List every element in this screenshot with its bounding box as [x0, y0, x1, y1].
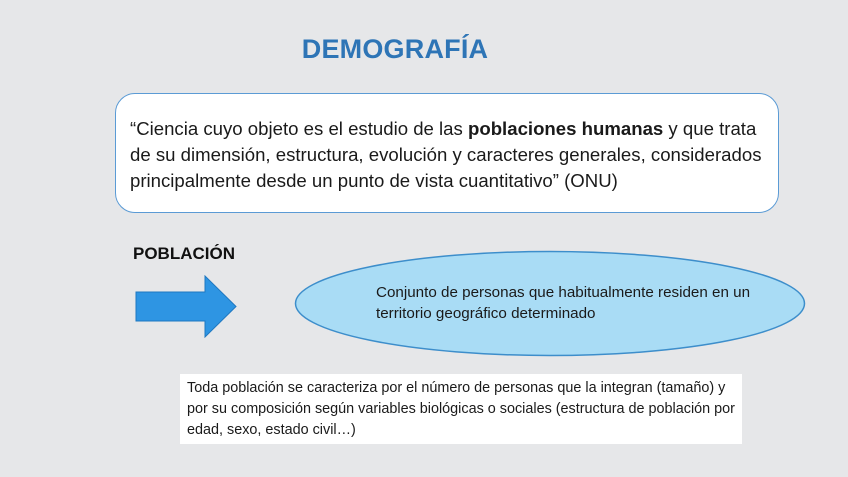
definition-text-end: y que trata de su dimensión, estructura, evolución y caracteres generales, considerados principalmente desde un punto de vista cuantitativo” (ONU)	[130, 118, 762, 191]
definition-box	[115, 93, 779, 213]
definition-bold-term: poblaciones humanas	[467, 118, 664, 139]
poblacion-definition: Conjunto de personas que habitualmente residen en un territorio geográfico determinado	[376, 284, 751, 322]
slide-title: DEMOGRAFÍA	[301, 34, 489, 64]
right-arrow-shape	[136, 276, 236, 337]
note-box: Toda población se caracteriza por el número de personas que la integran (tamaño) y por su composición según variables biológicas o sociales (estructura de población por edad, sexo, estado civil…)	[180, 374, 742, 444]
definition-text-start: “Ciencia cuyo objeto es el estudio de las	[130, 118, 468, 139]
poblacion-label: POBLACIÓN	[133, 244, 235, 263]
right-arrow-icon	[135, 275, 237, 338]
